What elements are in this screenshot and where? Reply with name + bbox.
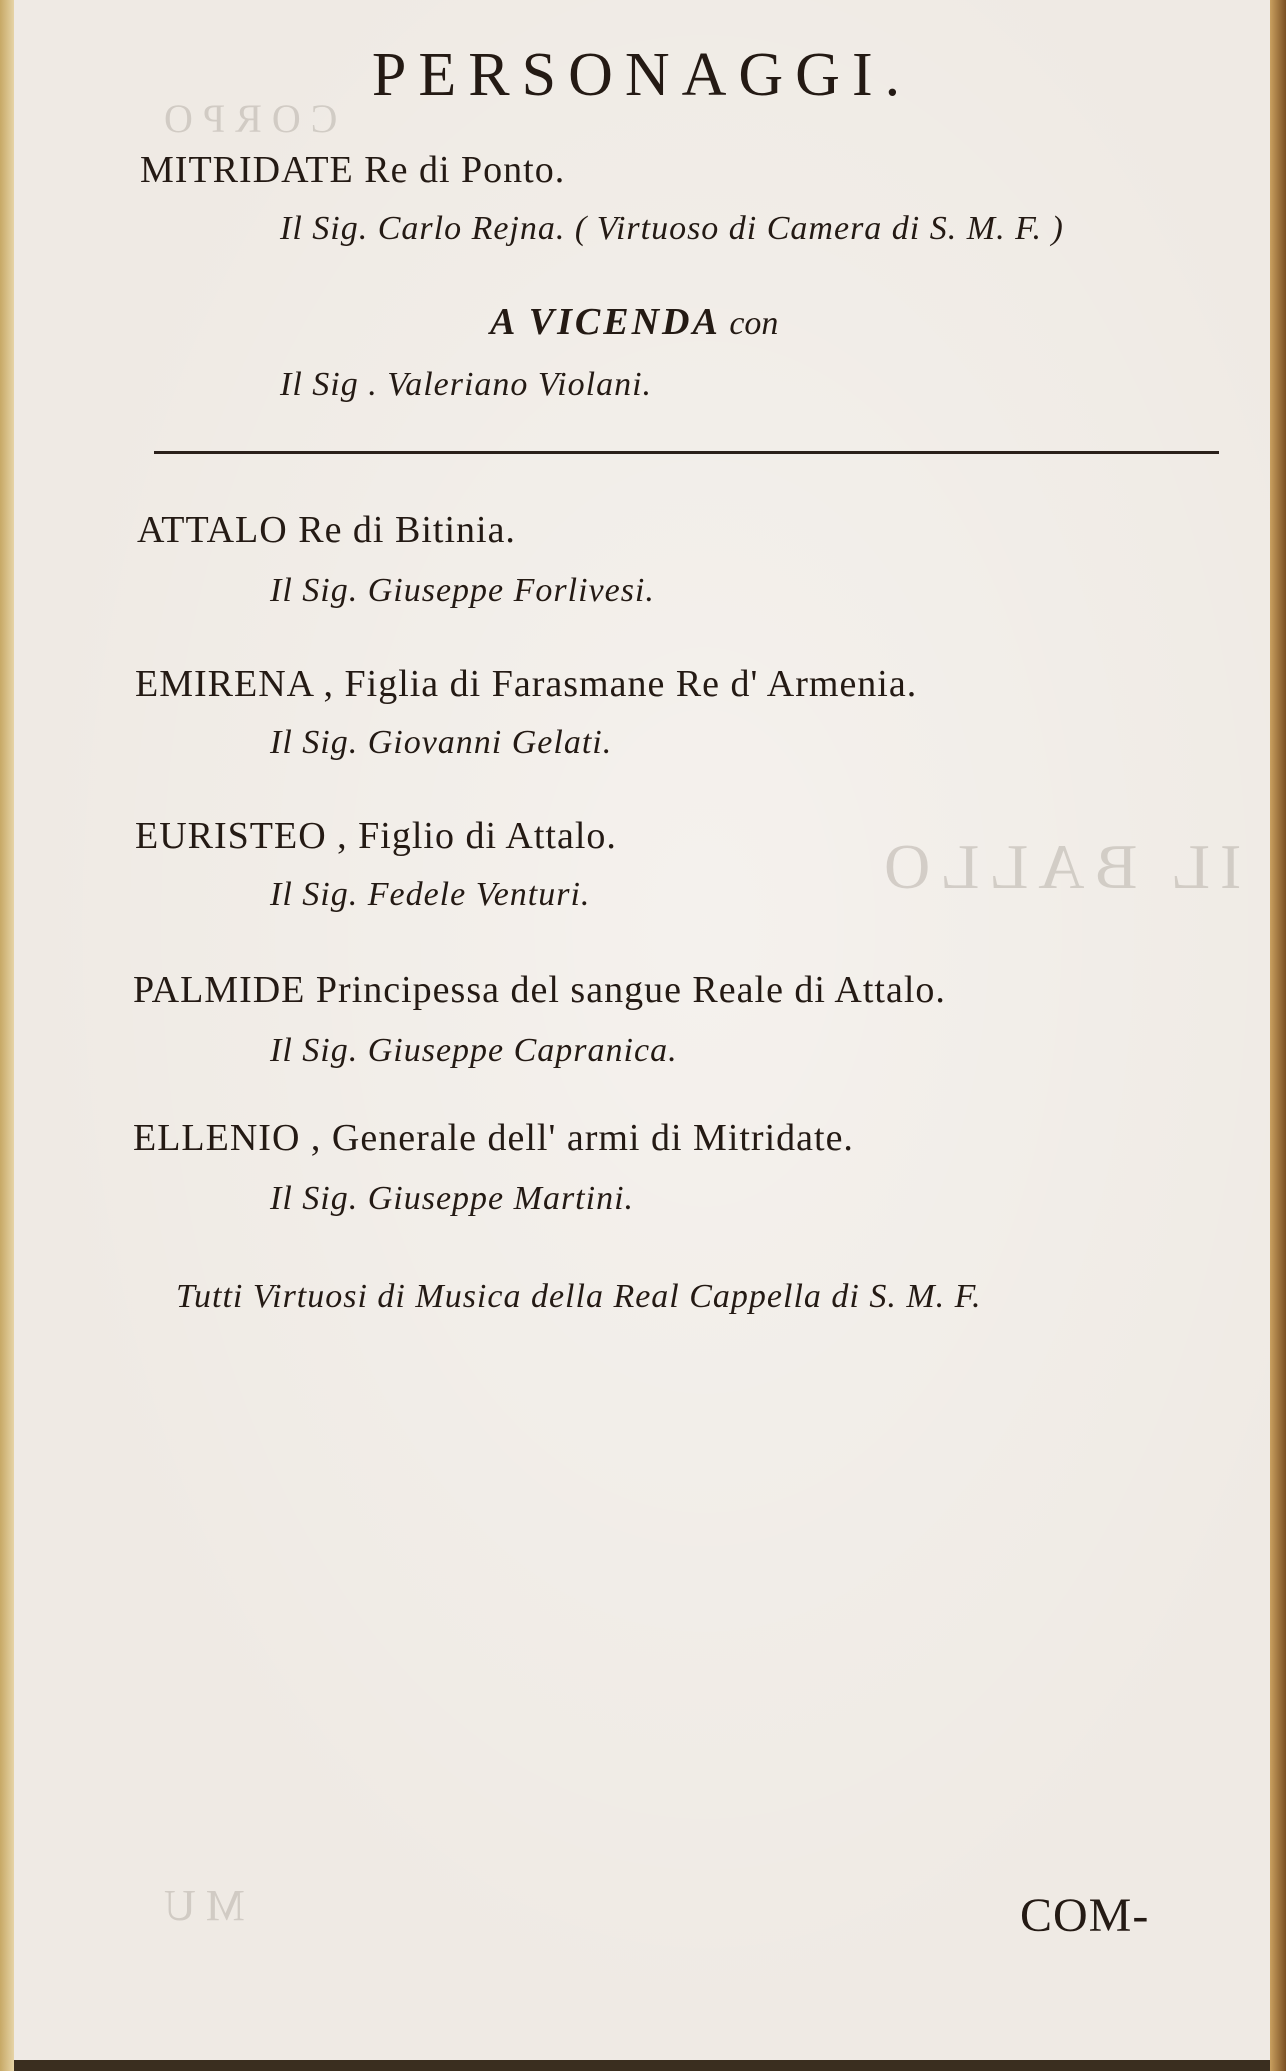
page-edge (1270, 0, 1286, 2071)
performer-line: Il Sig. Giuseppe Martini. (270, 1180, 635, 1217)
performer-line: Il Sig . Valeriano Violani. (280, 366, 653, 403)
character-name: EMIRENA (135, 663, 313, 705)
character-line-euristeo (135, 814, 617, 858)
character-name: ELLENIO (133, 1117, 301, 1159)
document-page (14, 0, 1270, 2060)
performer-line: Il Sig. Carlo Rejna. ( Virtuoso di Camera di S. M. F. ) (280, 210, 1064, 247)
character-name: MITRIDATE (140, 149, 354, 191)
character-description: , Figlio di Attalo. (326, 815, 617, 857)
character-name: ATTALO (137, 509, 288, 551)
performer-line: Il Sig. Giuseppe Forlivesi. (270, 572, 655, 609)
character-description: Re di Bitinia. (287, 509, 516, 551)
character-description: , Figlia di Farasmane Re d' Armenia. (313, 663, 918, 705)
character-line-palmide (133, 968, 946, 1012)
page-title: PERSONAGGI. (371, 41, 913, 109)
character-description: , Generale dell' armi di Mitridate. (300, 1117, 854, 1159)
bleed-through-shadow: MU (154, 1881, 245, 1930)
character-line-ellenio (133, 1116, 854, 1160)
character-name: PALMIDE (133, 969, 306, 1011)
performer-line: Il Sig. Giovanni Gelati. (270, 724, 613, 761)
character-line-attalo (137, 508, 516, 552)
performer-line: Il Sig. Fedele Venturi. (270, 876, 591, 913)
character-line-mitridate (140, 148, 565, 192)
character-name: EURISTEO (135, 815, 327, 857)
alternate-connector: con (720, 305, 779, 342)
character-line-emirena (135, 662, 917, 706)
bleed-through-shadow: CORPO (154, 96, 338, 141)
footnote: Tutti Virtuosi di Musica della Real Cappella di S. M. F. (176, 1278, 982, 1315)
horizontal-rule (154, 451, 1219, 454)
book-spine (0, 0, 14, 2071)
alternate-line (490, 300, 778, 344)
catchword: COM- (1020, 1889, 1150, 1942)
bleed-through-shadow: IL BALLO (874, 831, 1242, 902)
character-description: Re di Ponto. (353, 149, 566, 191)
alternate-label: A VICENDA (490, 301, 721, 343)
character-description: Principessa del sangue Reale di Attalo. (305, 969, 946, 1011)
performer-line: Il Sig. Giuseppe Capranica. (270, 1032, 678, 1069)
